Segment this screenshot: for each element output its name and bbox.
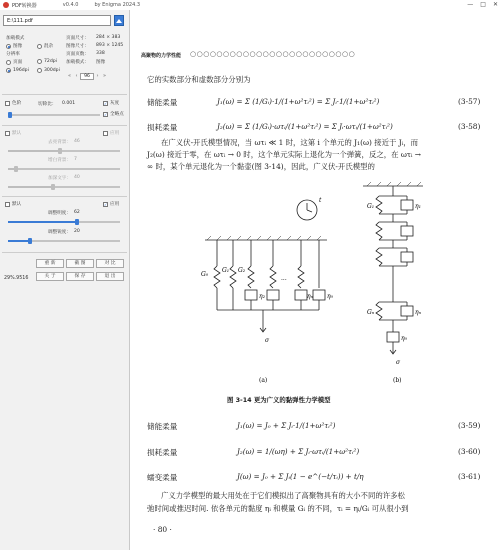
exit-button[interactable]: 退 出 — [96, 272, 124, 281]
sharp-slider[interactable] — [8, 238, 120, 244]
bg-white-slider[interactable] — [8, 166, 120, 172]
figure-caption: 图 3-14 更为广义的黏弹性力学模型 — [227, 396, 331, 404]
contrast-value: 62 — [74, 210, 80, 215]
contrast-slider[interactable] — [8, 219, 120, 225]
eq61-formula: J(ω) = J₀ + Σ Jᵢ(1 − e^(−t/τᵢ)) + t/η — [237, 472, 364, 481]
eq57-label: 储能柔量 — [147, 98, 178, 107]
paragraph-1: 它的实数部分和虚数部分分别为 — [147, 75, 251, 84]
res-72-radio[interactable]: 72dpi — [37, 59, 57, 64]
image-size-label: 图像尺寸： — [66, 44, 89, 49]
eq58-formula: J₂(ω) = Σ (1/Gᵢ)·ωτᵢ/(1+ω²τᵢ²) = Σ Jᵢ·ωτᵢ/(1+ω²τᵢ²) — [217, 122, 393, 131]
app-logo-icon — [3, 2, 9, 8]
mode-image-radio[interactable]: 图像 — [6, 43, 22, 49]
svg-text:G₁: G₁ — [367, 203, 375, 210]
svg-text:G₀: G₀ — [201, 271, 209, 278]
eq61-number: (3-61) — [458, 472, 481, 481]
minimize-icon[interactable]: — — [467, 1, 474, 8]
page-size-value: 284 × 383 — [96, 35, 121, 40]
next-page-icon[interactable]: › — [96, 73, 99, 79]
paragraph-2-line-3: ∞ 时，某个单元退化为一个黏壶(图 3-14)，因此，广义伏-开氏模型的 — [147, 162, 375, 171]
cut-thresh-value: 0.001 — [62, 101, 76, 106]
page-size-label: 页面尺寸： — [66, 36, 89, 41]
page-number-input[interactable]: 96 — [80, 73, 94, 80]
eq57-number: (3-57) — [458, 97, 481, 106]
svg-text:···: ··· — [281, 277, 287, 284]
eq59-number: (3-59) — [458, 421, 481, 430]
default1-checkbox[interactable]: 默认 — [5, 130, 21, 136]
eq58-label: 损耗柔量 — [147, 123, 178, 132]
res-title: 分辨率 — [6, 52, 20, 57]
bg-white-label: 增白背景： — [48, 158, 71, 163]
figure-b-caption: (b) — [393, 377, 402, 384]
res-page-radio[interactable]: 页面 — [6, 59, 22, 65]
brightness-slider[interactable] — [8, 148, 120, 154]
svg-text:η₀: η₀ — [401, 335, 407, 342]
crop-button[interactable]: 截 图 — [66, 259, 94, 268]
res-300-radio[interactable]: 300dpi — [37, 68, 60, 73]
color-checkbox[interactable]: 色阶 — [5, 100, 21, 106]
svg-text:G₂: G₂ — [238, 267, 246, 274]
last-page-icon[interactable]: » — [102, 73, 107, 79]
divider — [2, 196, 127, 197]
about-button[interactable]: 关 于 — [36, 272, 64, 281]
contrast-label: 调整明度： — [48, 211, 71, 216]
svg-text:η₀: η₀ — [327, 293, 333, 300]
mode-title: 加载模式 — [6, 36, 25, 41]
res-196-radio[interactable]: 196dpi — [6, 68, 29, 73]
page-number: · 80 · — [153, 525, 172, 534]
figure-3-14 — [197, 182, 447, 392]
eq60-formula: J₂(ω) = 1/(ωη) + Σ Jᵢ·ωτᵢ/(1+ω²τᵢ²) — [237, 447, 360, 456]
paragraph-3-line-2: 弛时间或推迟时间. 依各单元的黏度 ηᵢ 和模量 Gᵢ 的不同，τᵢ = ηᵢ/Gᵢ 可从很小到 — [147, 504, 409, 513]
eq59-formula: J₁(ω) = J₀ + Σ Jᵢ·1/(1+ω²τᵢ²) — [237, 421, 336, 430]
figure-a-caption: (a) — [259, 377, 268, 384]
save-button[interactable]: 保 存 — [66, 272, 94, 281]
app-version: v0.4.0 — [62, 2, 79, 8]
control-panel — [0, 10, 130, 550]
running-head: 高聚物的力学性能 — [141, 53, 182, 59]
eq61-label: 蠕变柔量 — [147, 473, 178, 482]
apply1-checkbox[interactable]: 应用 — [103, 130, 119, 136]
eq58-number: (3-58) — [458, 122, 481, 131]
text-weight-value: 40 — [74, 175, 80, 180]
svg-text:η₂: η₂ — [259, 293, 265, 300]
mode-mixed-radio[interactable]: 混杂 — [37, 43, 53, 49]
file-path-input[interactable]: E:\111.pdf — [3, 15, 111, 26]
paragraph-3-line-1: 广义力学模型的最大用处在于它们模拟出了高聚物具有的大小不同的许多松 — [161, 491, 405, 500]
load-mode-value: 图像 — [96, 60, 106, 65]
svg-text:Gₙ: Gₙ — [367, 309, 375, 316]
text-weight-label: 加深文字： — [48, 176, 71, 181]
sharp-value: 20 — [74, 229, 80, 234]
brightness-value: 46 — [74, 139, 80, 144]
image-size-value: 893 × 1245 — [96, 43, 124, 48]
divider — [2, 125, 127, 126]
svg-text:ηₙ: ηₙ — [307, 293, 314, 300]
divider — [2, 252, 127, 253]
open-file-icon — [115, 17, 123, 25]
app-author: by Enigma 2024.3 — [94, 2, 141, 8]
zoom-level: 29%.9516 — [4, 276, 29, 281]
close-icon[interactable]: ✕ — [492, 1, 498, 8]
paragraph-2-line-2: J₂(ω) 接近于零，在 ωτᵢ → 0 时，这个单元实际上退化为一个弹簧，反之，在 ωτᵢ → — [147, 150, 422, 159]
svg-text:σ: σ — [265, 337, 270, 344]
page-count-label: 页面页数： — [66, 52, 89, 57]
clock-icon — [297, 200, 317, 220]
page-count-value: 338 — [96, 51, 105, 56]
eq60-number: (3-60) — [458, 447, 481, 456]
svg-text:G₁: G₁ — [222, 267, 230, 274]
open-file-button[interactable] — [114, 15, 124, 26]
app-name: PDF转换器 — [12, 2, 37, 9]
sharp-label: 调整锐度： — [48, 230, 71, 235]
gray-checkbox[interactable]: ✓ 灰度 — [104, 100, 120, 106]
full-page-checkbox[interactable]: ✓ 全略点 — [104, 111, 124, 117]
svg-text:η₁: η₁ — [415, 203, 421, 210]
cut-thresh-label: 切除比： — [38, 102, 57, 107]
paragraph-2-line-1: 在广义伏-开氏模型情况，当 ωτᵢ ≪ 1 时，这第 i 个单元的 J₁(ω) 接近于 Jᵢ，而 — [161, 138, 418, 147]
figure-a-model — [205, 236, 327, 332]
svg-text:σ: σ — [396, 359, 401, 366]
cut-thresh-slider[interactable] — [8, 112, 100, 118]
running-head-dots: ○○○○○○○○○○○○○○○○○○○○○○○○○ — [190, 50, 356, 58]
eq59-label: 储能柔量 — [147, 422, 178, 431]
text-weight-slider[interactable] — [8, 184, 120, 190]
default2-checkbox[interactable]: 默认 — [5, 201, 21, 207]
document-page — [133, 12, 492, 550]
svg-text:t: t — [319, 197, 322, 204]
svg-text:ηₙ: ηₙ — [415, 309, 422, 316]
maximize-icon[interactable]: □ — [480, 1, 486, 8]
file-row — [3, 15, 124, 26]
reset-button[interactable]: 重 新 — [36, 259, 64, 268]
compare-button[interactable]: 对 比 — [96, 259, 124, 268]
divider — [2, 94, 127, 95]
prev-page-icon[interactable]: ‹ — [75, 73, 78, 79]
title-bar — [0, 0, 500, 10]
eq57-formula: J₁(ω) = Σ (1/Gᵢ)·1/(1+ω²τᵢ²) = Σ Jᵢ·1/(1+ω²τᵢ²) — [217, 97, 380, 106]
first-page-icon[interactable]: « — [67, 73, 72, 79]
eq60-label: 损耗柔量 — [147, 448, 178, 457]
page-stepper[interactable] — [66, 73, 108, 80]
apply2-checkbox[interactable]: ✓ 应用 — [104, 201, 120, 207]
brightness-label: 去亮背景： — [48, 140, 71, 145]
bg-white-value: 7 — [74, 157, 77, 162]
load-mode-label: 加载模式： — [66, 60, 89, 65]
